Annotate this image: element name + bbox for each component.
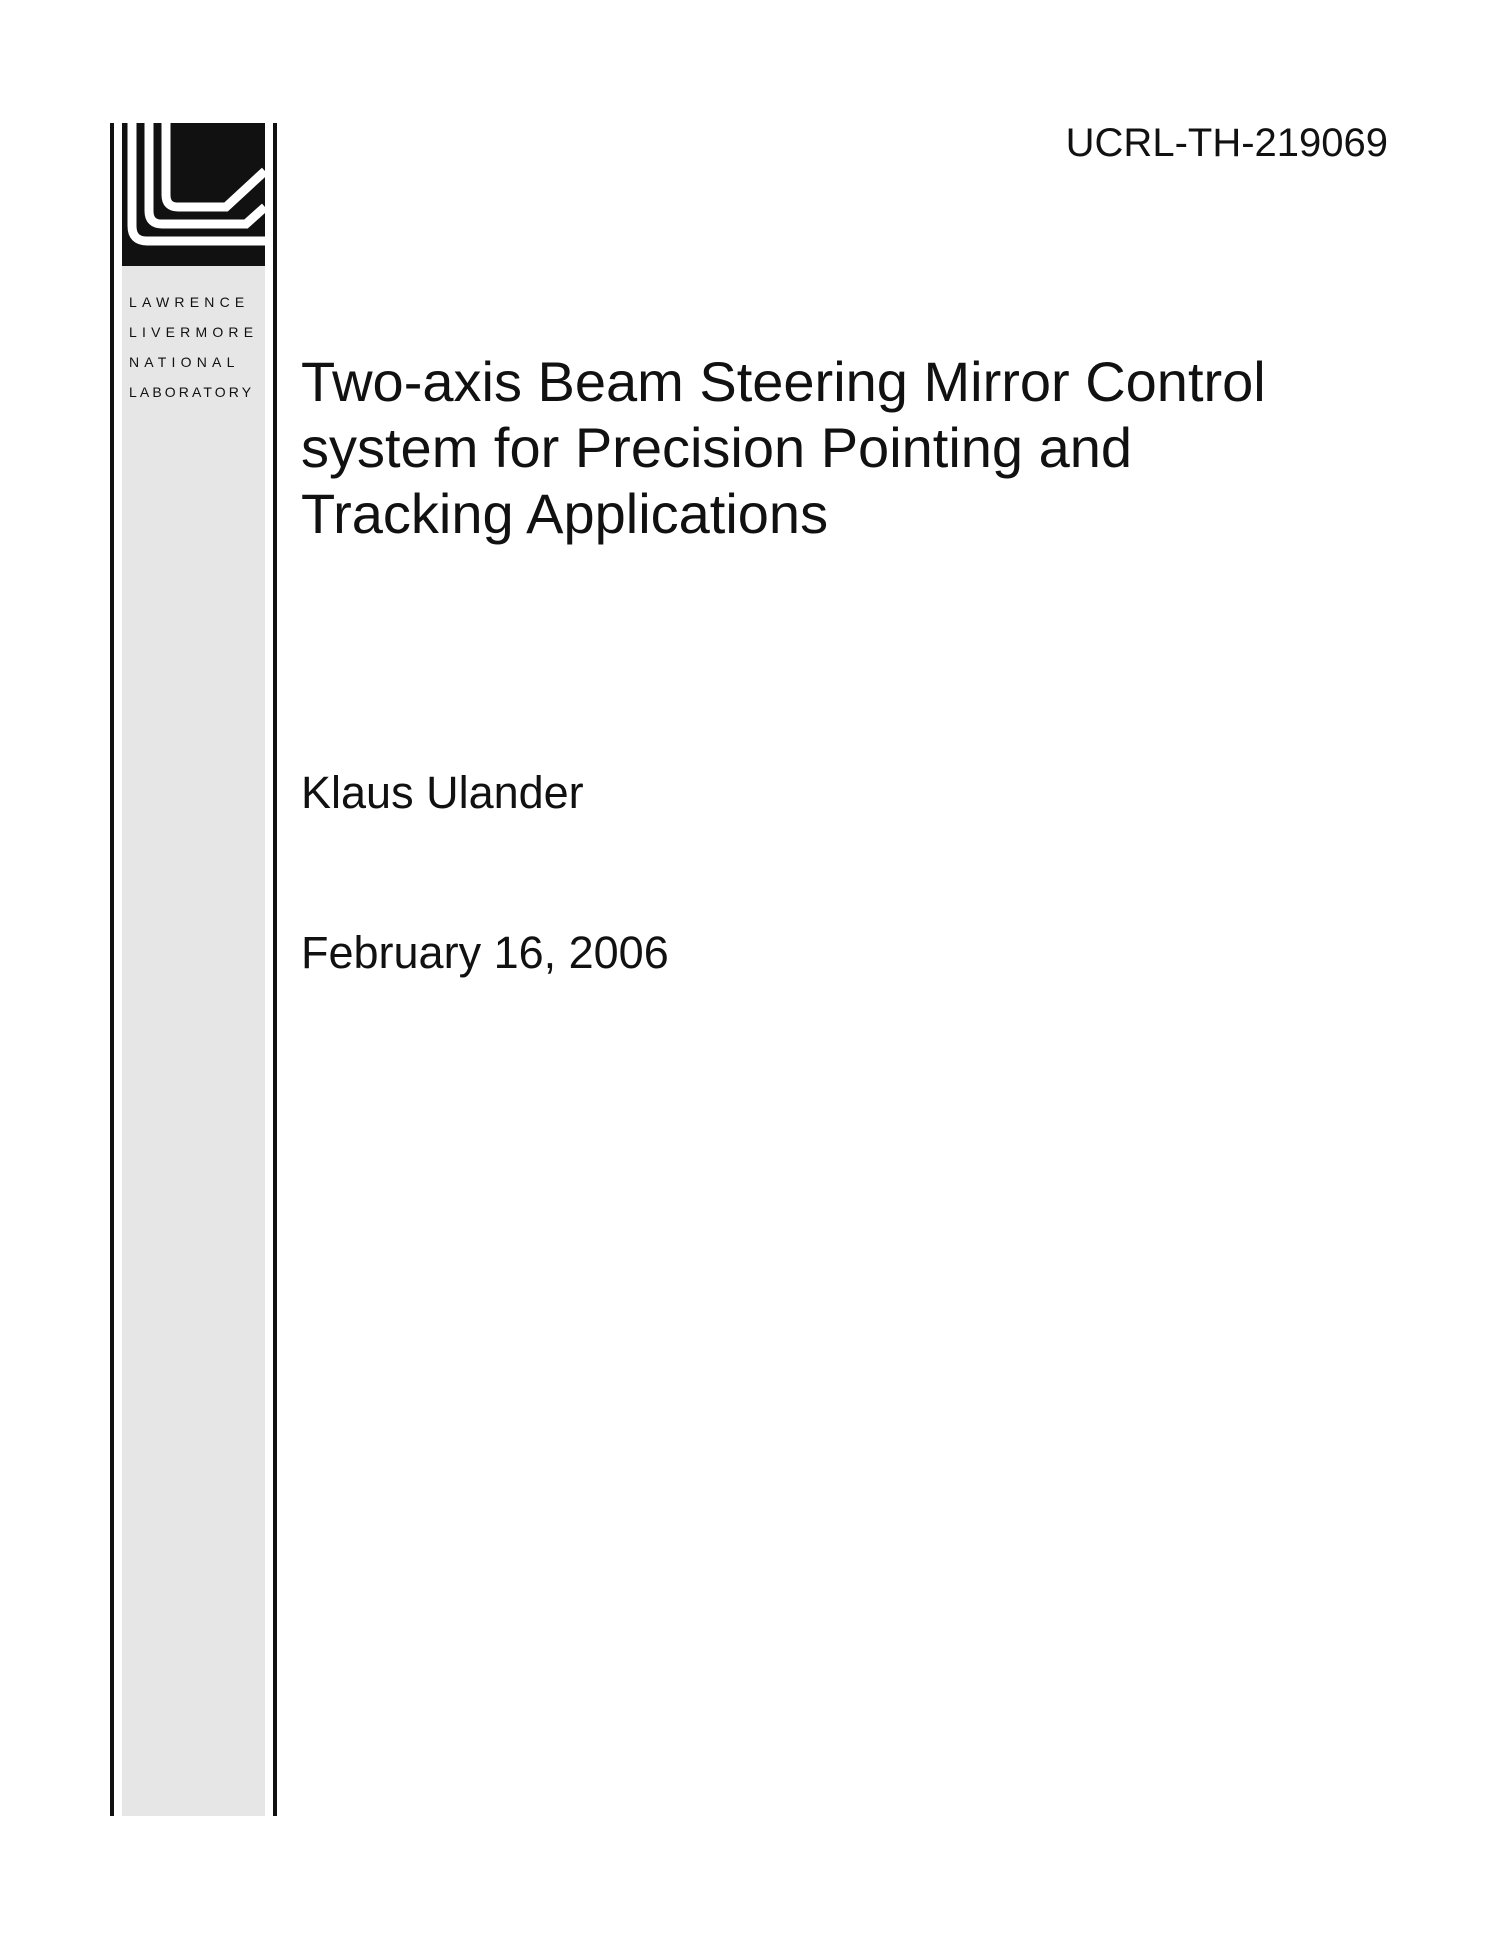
sidebar-rule-left <box>110 123 114 1816</box>
institution-name-line-1: LAWRENCE <box>129 294 250 310</box>
title-line-3: Tracking Applications <box>301 482 829 545</box>
llnl-logo-icon <box>122 123 265 266</box>
report-number: UCRL-TH-219069 <box>1065 121 1388 165</box>
author: Klaus Ulander <box>301 767 584 818</box>
title-line-2: system for Precision Pointing and <box>301 416 1133 479</box>
sidebar-rule-right <box>273 123 277 1816</box>
document-title <box>301 349 1401 547</box>
institution-name-line-4: LABORATORY <box>129 384 255 400</box>
institution-name <box>122 287 265 407</box>
document-date: February 16, 2006 <box>301 927 669 978</box>
title-line-1: Two-axis Beam Steering Mirror Control <box>301 350 1266 413</box>
institution-name-line-2: LIVERMORE <box>129 324 259 340</box>
institution-name-line-3: NATIONAL <box>129 354 240 370</box>
